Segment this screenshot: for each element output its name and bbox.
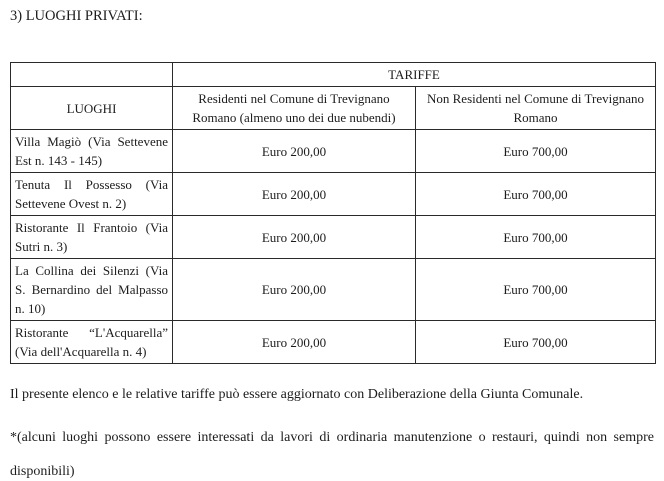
header-non-resident-column: Non Residenti nel Comune di Trevignano Romano [416,87,656,130]
cell-luogo: Ristorante Il Frantoio (Via Sutri n. 3) [11,216,173,259]
cell-non-resident-fee: Euro 700,00 [416,130,656,173]
header-resident-column: Residenti nel Comune di Trevignano Romano (almeno uno dei due nubendi) [173,87,416,130]
cell-luogo: Tenuta Il Possesso (Via Settevene Ovest n. 2) [11,173,173,216]
note-paragraph: Il presente elenco e le relative tariffe può essere aggiornato con Deliberazione della Giunta Comunale. [10,387,584,402]
cell-resident-fee: Euro 200,00 [173,259,416,321]
header-empty-cell [11,63,173,87]
cell-non-resident-fee: Euro 700,00 [416,216,656,259]
cell-luogo: Villa Magiò (Via Settevene Est n. 143 - 145) [11,130,173,173]
table-row [11,173,656,216]
cell-resident-fee: Euro 200,00 [173,173,416,216]
table-row [11,259,656,321]
cell-non-resident-fee: Euro 700,00 [416,259,656,321]
table-header-row-columns [11,87,656,130]
cell-luogo: La Collina dei Silenzi (Via S. Bernardino del Malpasso n. 10) [11,259,173,321]
cell-resident-fee: Euro 200,00 [173,216,416,259]
cell-non-resident-fee: Euro 700,00 [416,173,656,216]
table-row [11,130,656,173]
table-row [11,216,656,259]
table-header-row-tariffe [11,63,656,87]
cell-resident-fee: Euro 200,00 [173,130,416,173]
header-tariffe: TARIFFE [173,63,656,87]
table-body [11,130,656,364]
cell-luogo: Ristorante “L'Acquarella” (Via dell'Acquarella n. 4) [11,321,173,364]
cell-non-resident-fee: Euro 700,00 [416,321,656,364]
footnote-paragraph: *(alcuni luoghi possono essere interessati da lavori di ordinaria manutenzione o restauri, quindi non sempre disponibili) [10,430,654,479]
table-header [11,63,656,130]
cell-resident-fee: Euro 200,00 [173,321,416,364]
section-title: 3) LUOGHI PRIVATI: [10,8,143,24]
tariffs-table [10,62,656,364]
table-row [11,321,656,364]
header-luoghi: LUOGHI [11,87,173,130]
